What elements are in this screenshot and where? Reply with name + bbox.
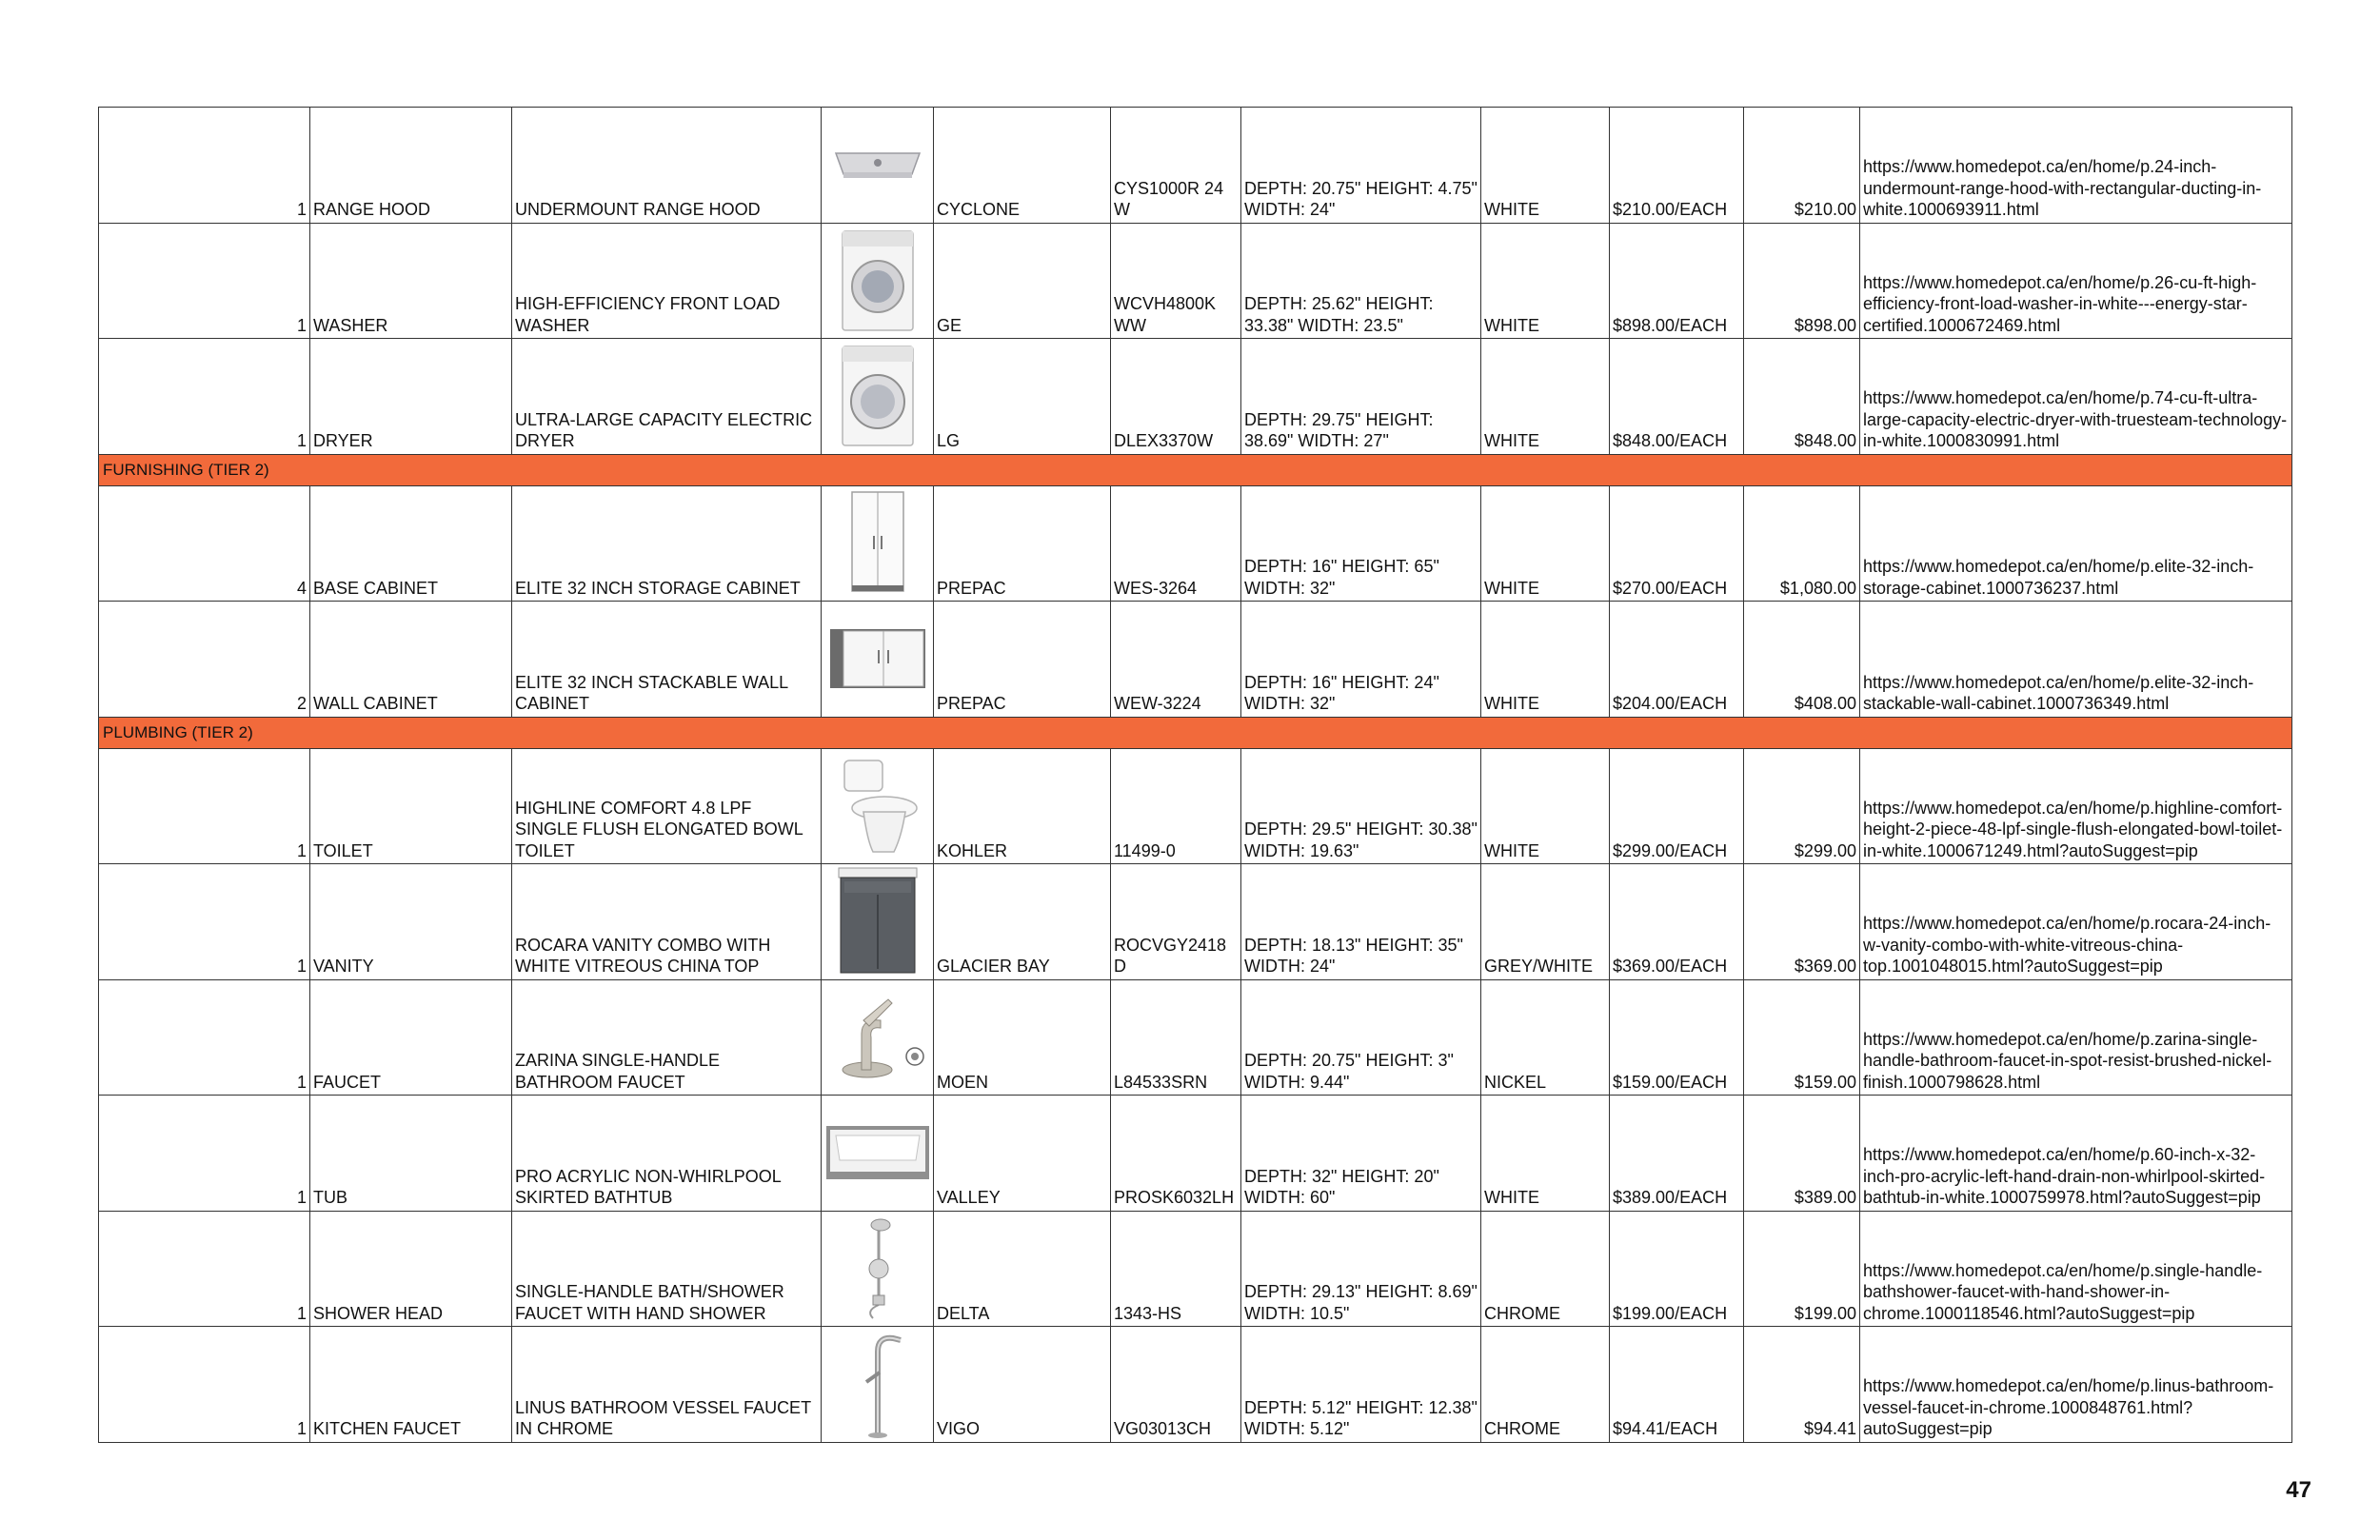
unit-price-cell: $210.00/EACH [1610, 108, 1744, 224]
product-image-cell [822, 485, 934, 602]
quantity-cell: 1 [99, 979, 310, 1096]
model-cell: L84533SRN [1111, 979, 1241, 1096]
item-name-cell: KITCHEN FAUCET [310, 1327, 512, 1443]
product-image-cell [822, 602, 934, 718]
unit-price-cell: $848.00/EACH [1610, 339, 1744, 455]
quantity-cell: 1 [99, 748, 310, 864]
unit-price-cell: $270.00/EACH [1610, 485, 1744, 602]
unit-price-cell: $389.00/EACH [1610, 1096, 1744, 1212]
color-cell: WHITE [1481, 108, 1610, 224]
table-row [99, 485, 2292, 602]
section-header-label: PLUMBING (TIER 2) [99, 717, 2292, 748]
dimensions-cell: DEPTH: 29.75" HEIGHT: 38.69" WIDTH: 27" [1241, 339, 1481, 455]
model-cell: VG03013CH [1111, 1327, 1241, 1443]
dimensions-cell: DEPTH: 25.62" HEIGHT: 33.38" WIDTH: 23.5" [1241, 223, 1481, 339]
product-link[interactable]: https://www.homedepot.ca/en/home/p.linus-bathroom-vessel-faucet-in-chrome.1000848761.html?autoSuggest=pip [1860, 1327, 2292, 1443]
model-cell: DLEX3370W [1111, 339, 1241, 455]
total-price-cell: $408.00 [1744, 602, 1860, 718]
brand-cell: PREPAC [934, 602, 1111, 718]
product-image-cell [822, 339, 934, 455]
brand-cell: DELTA [934, 1211, 1111, 1327]
unit-price-cell: $898.00/EACH [1610, 223, 1744, 339]
item-name-cell: BASE CABINET [310, 485, 512, 602]
model-cell: 1343-HS [1111, 1211, 1241, 1327]
toilet-icon [822, 753, 933, 859]
brand-cell: PREPAC [934, 485, 1111, 602]
wall-cabinet-icon [822, 625, 933, 692]
description-cell: HIGHLINE COMFORT 4.8 LPF SINGLE FLUSH ELONGATED BOWL TOILET [512, 748, 822, 864]
description-cell: LINUS BATHROOM VESSEL FAUCET IN CHROME [512, 1327, 822, 1443]
washer-icon [822, 227, 933, 334]
color-cell: WHITE [1481, 602, 1610, 718]
product-link[interactable]: https://www.homedepot.ca/en/home/p.26-cu-ft-high-efficiency-front-load-washer-in-white---energy-star-certified.1000672469.html [1860, 223, 2292, 339]
quantity-cell: 1 [99, 1096, 310, 1212]
description-cell: ELITE 32 INCH STACKABLE WALL CABINET [512, 602, 822, 718]
product-image-cell [822, 979, 934, 1096]
model-cell: WCVH4800K WW [1111, 223, 1241, 339]
bathroom-faucet-icon [822, 990, 933, 1085]
model-cell: ROCVGY2418 D [1111, 864, 1241, 980]
product-link[interactable]: https://www.homedepot.ca/en/home/p.elite-32-inch-stackable-wall-cabinet.1000736349.html [1860, 602, 2292, 718]
unit-price-cell: $159.00/EACH [1610, 979, 1744, 1096]
page-number: 47 [2286, 1477, 2311, 1503]
brand-cell: VALLEY [934, 1096, 1111, 1212]
description-cell: UNDERMOUNT RANGE HOOD [512, 108, 822, 224]
product-image-cell [822, 108, 934, 224]
model-cell: WEW-3224 [1111, 602, 1241, 718]
description-cell: HIGH-EFFICIENCY FRONT LOAD WASHER [512, 223, 822, 339]
total-price-cell: $94.41 [1744, 1327, 1860, 1443]
section-header-row [99, 454, 2292, 485]
total-price-cell: $299.00 [1744, 748, 1860, 864]
table-row [99, 339, 2292, 455]
quantity-cell: 1 [99, 339, 310, 455]
item-name-cell: VANITY [310, 864, 512, 980]
product-link[interactable]: https://www.homedepot.ca/en/home/p.rocara-24-inch-w-vanity-combo-with-white-vitreous-china-top.1001048015.html?autoSuggest=pip [1860, 864, 2292, 980]
product-link[interactable]: https://www.homedepot.ca/en/home/p.60-inch-x-32-inch-pro-acrylic-left-hand-drain-non-whirlpool-skirted-bathtub-in-white.1000759978.html?autoSuggest=pip [1860, 1096, 2292, 1212]
description-cell: PRO ACRYLIC NON-WHIRLPOOL SKIRTED BATHTUB [512, 1096, 822, 1212]
total-price-cell: $1,080.00 [1744, 485, 1860, 602]
total-price-cell: $199.00 [1744, 1211, 1860, 1327]
quantity-cell: 1 [99, 1327, 310, 1443]
item-name-cell: TUB [310, 1096, 512, 1212]
bathtub-icon [822, 1122, 933, 1183]
section-header-row [99, 717, 2292, 748]
vanity-icon [822, 866, 933, 977]
product-image-cell [822, 223, 934, 339]
quantity-cell: 2 [99, 602, 310, 718]
description-cell: ELITE 32 INCH STORAGE CABINET [512, 485, 822, 602]
dimensions-cell: DEPTH: 18.13" HEIGHT: 35" WIDTH: 24" [1241, 864, 1481, 980]
section-header-label: FURNISHING (TIER 2) [99, 454, 2292, 485]
color-cell: WHITE [1481, 1096, 1610, 1212]
model-cell: PROSK6032LH [1111, 1096, 1241, 1212]
description-cell: ROCARA VANITY COMBO WITH WHITE VITREOUS CHINA TOP [512, 864, 822, 980]
range-hood-icon [822, 146, 933, 184]
table-row [99, 602, 2292, 718]
dryer-icon [822, 343, 933, 449]
product-image-cell [822, 1096, 934, 1212]
product-link[interactable]: https://www.homedepot.ca/en/home/p.highline-comfort-height-2-piece-48-lpf-single-flush-elongated-bowl-toilet-in-white.1000671249.html?autoSuggest=pip [1860, 748, 2292, 864]
item-name-cell: FAUCET [310, 979, 512, 1096]
product-image-cell [822, 1327, 934, 1443]
quantity-cell: 1 [99, 864, 310, 980]
total-price-cell: $848.00 [1744, 339, 1860, 455]
brand-cell: KOHLER [934, 748, 1111, 864]
item-name-cell: TOILET [310, 748, 512, 864]
color-cell: CHROME [1481, 1211, 1610, 1327]
color-cell: WHITE [1481, 339, 1610, 455]
model-cell: 11499-0 [1111, 748, 1241, 864]
table-row [99, 1096, 2292, 1212]
dimensions-cell: DEPTH: 16" HEIGHT: 65" WIDTH: 32" [1241, 485, 1481, 602]
color-cell: WHITE [1481, 485, 1610, 602]
quantity-cell: 1 [99, 108, 310, 224]
table-row [99, 1211, 2292, 1327]
storage-cabinet-icon [822, 490, 933, 597]
brand-cell: CYCLONE [934, 108, 1111, 224]
unit-price-cell: $94.41/EACH [1610, 1327, 1744, 1443]
model-cell: CYS1000R 24 W [1111, 108, 1241, 224]
color-cell: WHITE [1481, 223, 1610, 339]
brand-cell: LG [934, 339, 1111, 455]
total-price-cell: $898.00 [1744, 223, 1860, 339]
dimensions-cell: DEPTH: 29.13" HEIGHT: 8.69" WIDTH: 10.5" [1241, 1211, 1481, 1327]
product-link[interactable]: https://www.homedepot.ca/en/home/p.elite-32-inch-storage-cabinet.1000736237.html [1860, 485, 2292, 602]
unit-price-cell: $299.00/EACH [1610, 748, 1744, 864]
dimensions-cell: DEPTH: 16" HEIGHT: 24" WIDTH: 32" [1241, 602, 1481, 718]
table-row [99, 108, 2292, 224]
model-cell: WES-3264 [1111, 485, 1241, 602]
brand-cell: GE [934, 223, 1111, 339]
unit-price-cell: $199.00/EACH [1610, 1211, 1744, 1327]
dimensions-cell: DEPTH: 32" HEIGHT: 20" WIDTH: 60" [1241, 1096, 1481, 1212]
color-cell: GREY/WHITE [1481, 864, 1610, 980]
product-link[interactable]: https://www.homedepot.ca/en/home/p.74-cu-ft-ultra-large-capacity-electric-dryer-with-truesteam-technology-in-white.1000830991.html [1860, 339, 2292, 455]
product-link[interactable]: https://www.homedepot.ca/en/home/p.24-inch-undermount-range-hood-with-rectangular-ducting-in-white.1000693911.html [1860, 108, 2292, 224]
item-name-cell: RANGE HOOD [310, 108, 512, 224]
quantity-cell: 4 [99, 485, 310, 602]
total-price-cell: $210.00 [1744, 108, 1860, 224]
brand-cell: VIGO [934, 1327, 1111, 1443]
product-image-cell [822, 748, 934, 864]
product-schedule-table [98, 107, 2292, 1443]
product-link[interactable]: https://www.homedepot.ca/en/home/p.single-handle-bathshower-faucet-with-hand-shower-in-chrome.1000118546.html?autoSuggest=pip [1860, 1211, 2292, 1327]
product-image-cell [822, 1211, 934, 1327]
item-name-cell: WALL CABINET [310, 602, 512, 718]
color-cell: CHROME [1481, 1327, 1610, 1443]
table-row [99, 223, 2292, 339]
total-price-cell: $389.00 [1744, 1096, 1860, 1212]
brand-cell: GLACIER BAY [934, 864, 1111, 980]
table-row [99, 1327, 2292, 1443]
product-image-cell [822, 864, 934, 980]
table-row [99, 864, 2292, 980]
vessel-faucet-icon [822, 1329, 933, 1439]
dimensions-cell: DEPTH: 29.5" HEIGHT: 30.38" WIDTH: 19.63" [1241, 748, 1481, 864]
unit-price-cell: $204.00/EACH [1610, 602, 1744, 718]
table-row [99, 979, 2292, 1096]
description-cell: ULTRA-LARGE CAPACITY ELECTRIC DRYER [512, 339, 822, 455]
dimensions-cell: DEPTH: 20.75" HEIGHT: 3" WIDTH: 9.44" [1241, 979, 1481, 1096]
item-name-cell: DRYER [310, 339, 512, 455]
dimensions-cell: DEPTH: 20.75" HEIGHT: 4.75" WIDTH: 24" [1241, 108, 1481, 224]
shower-head-icon [822, 1215, 933, 1322]
color-cell: NICKEL [1481, 979, 1610, 1096]
dimensions-cell: DEPTH: 5.12" HEIGHT: 12.38" WIDTH: 5.12" [1241, 1327, 1481, 1443]
table-row [99, 748, 2292, 864]
unit-price-cell: $369.00/EACH [1610, 864, 1744, 980]
item-name-cell: SHOWER HEAD [310, 1211, 512, 1327]
product-link[interactable]: https://www.homedepot.ca/en/home/p.zarina-single-handle-bathroom-faucet-in-spot-resist-brushed-nickel-finish.1000798628.html [1860, 979, 2292, 1096]
brand-cell: MOEN [934, 979, 1111, 1096]
total-price-cell: $369.00 [1744, 864, 1860, 980]
total-price-cell: $159.00 [1744, 979, 1860, 1096]
quantity-cell: 1 [99, 223, 310, 339]
quantity-cell: 1 [99, 1211, 310, 1327]
description-cell: ZARINA SINGLE-HANDLE BATHROOM FAUCET [512, 979, 822, 1096]
color-cell: WHITE [1481, 748, 1610, 864]
description-cell: SINGLE-HANDLE BATH/SHOWER FAUCET WITH HAND SHOWER [512, 1211, 822, 1327]
item-name-cell: WASHER [310, 223, 512, 339]
